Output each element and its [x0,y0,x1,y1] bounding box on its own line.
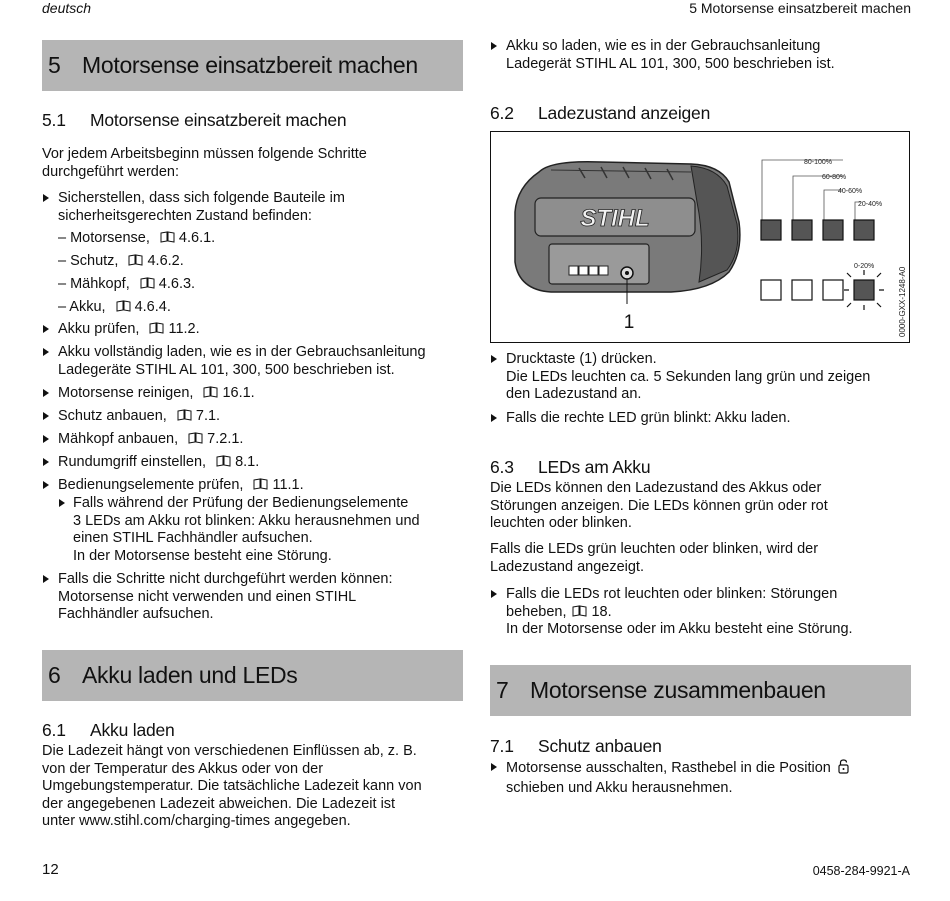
led-blinking [854,280,874,300]
section-6-3-heading [490,457,650,478]
bullet-icon [43,412,49,420]
book-icon [572,605,587,617]
led-lit [854,220,874,240]
charging-time-paragraph [42,743,422,831]
text-line: Falls die LEDs rot leuchten oder blinken: Störungen [506,586,838,602]
header-chapter-title: 5 Motorsense einsatzbereit machen [689,0,911,16]
section-7-1-heading [490,736,662,757]
chapter-number: 6 [48,662,61,688]
text-line: Drucktaste (1) drücken. [506,351,657,367]
header-language: deutsch [42,0,92,16]
section-title: Motorsense einsatzbereit machen [90,110,347,130]
section-number: 5.1 [42,110,66,130]
item-label: Bedienungselemente prüfen, [58,477,244,493]
list-item [58,431,243,449]
list-item: Falls die rechte LED grün blinkt: Akku laden. [506,410,791,426]
text-line: sicherheitsgerechten Zustand befinden: [58,207,312,224]
level-label: 80-100% [804,159,833,166]
item-label: Schutz anbauen, [58,408,167,424]
led-lit [823,220,843,240]
text-line: Falls die LEDs grün leuchten oder blinken, wird der [490,541,819,557]
item-label: – Akku, [58,299,106,315]
list-item [506,38,835,73]
reference-link[interactable]: 7.2.1. [207,431,244,447]
list-item [58,477,304,495]
text-line: schieben und Akku herausnehmen. [506,779,733,796]
text-line: Falls die Schritte nicht durchgeführt werden können: [58,571,393,587]
chapter-5-heading [42,40,463,91]
text-line: In der Motorsense oder im Akku besteht eine Störung. [506,621,853,637]
reference-link[interactable]: 4.6.2. [147,253,184,269]
text-line: Störungen anzeigen. Die LEDs können grün oder rot [490,497,828,514]
section-6-1-heading [42,720,175,741]
text-line: Fachhändler aufsuchen. [58,606,214,622]
text-line: den Ladezustand an. [506,386,642,402]
section-number: 6.1 [42,720,66,740]
book-icon [253,478,268,490]
unlock-icon [838,759,849,780]
bullet-icon [43,325,49,333]
section-number: 7.1 [490,736,514,756]
section-number: 6.2 [490,103,514,123]
text-line: Die Ladezeit hängt von verschiedenen Einflüssen ab, z. B. [42,743,417,759]
bullet-icon [491,42,497,50]
item-label: Mähkopf anbauen, [58,431,179,447]
bullet-icon [491,590,497,598]
list-item [58,344,426,379]
sub-list-item [58,253,184,271]
level-label: 20-40% [858,201,883,208]
list-item [58,571,393,624]
chapter-title: Akku laden und LEDs [82,662,298,688]
item-label: – Schutz, [58,253,119,269]
page-number: 12 [42,861,59,878]
text-line: Ladegeräte STIHL AL 101, 300, 500 beschrieben ist. [58,361,395,378]
reference-link[interactable]: 11.2. [168,321,200,337]
level-label: 0-20% [854,263,875,270]
list-item [58,454,259,472]
book-icon [203,386,218,398]
bullet-icon [43,389,49,397]
reference-link[interactable]: 8.1. [235,454,260,470]
battery-illustration [491,132,908,341]
chapter-title: Motorsense einsatzbereit machen [82,52,418,78]
section-number: 6.3 [490,457,514,477]
text-line: Akku vollständig laden, wie es in der Gebrauchsanleitung [58,344,426,360]
text-line: der angegebenen Ladezeit abweichen. Die Ladezeit ist [42,795,396,812]
text-line: Motorsense nicht verwenden und einen STIHL [58,588,357,605]
text-line: von der Temperatur des Akkus oder von der [42,760,324,777]
led-off [823,280,843,300]
book-icon [177,409,192,421]
document-code: 0458-284-9921-A [812,864,910,878]
reference-link[interactable]: 4.6.3. [158,276,196,292]
led-lit [761,220,781,240]
book-icon [128,254,143,266]
chapter-number: 7 [496,677,509,703]
list-item [58,321,200,339]
sub-list-item [58,276,195,294]
text-line: Falls während der Prüfung der Bedienungselemente [73,495,409,511]
callout-number: 1 [623,312,635,333]
bullet-icon [43,481,49,489]
text-line: einen STIHL Fachhändler aufsuchen. [73,530,313,546]
led-off [761,280,781,300]
text-line: Vor jedem Arbeitsbeginn müssen folgende Schritte [42,146,367,162]
led-off [792,280,812,300]
list-item [58,385,255,403]
item-label: beheben, [506,603,567,620]
bullet-icon [43,348,49,356]
chapter-title: Motorsense zusammenbauen [530,677,826,703]
intro-paragraph [42,146,367,181]
text-line: Sicherstellen, dass sich folgende Bauteile im [58,190,345,206]
bullet-icon [43,194,49,202]
led-paragraph [490,480,828,533]
chapter-number: 5 [48,52,61,78]
sub-list-item [58,299,171,317]
item-label: – Motorsense, [58,230,150,246]
reference-link[interactable]: 4.6.1. [178,230,216,246]
text-line: 3 LEDs am Akku rot blinken: Akku herausnehmen und [73,512,420,529]
bullet-icon [43,458,49,466]
section-title: Schutz anbauen [538,736,662,756]
bullet-icon [59,499,65,507]
brand-logo: STIHL [580,205,650,232]
text-line: Umgebungstemperatur. Die tatsächliche Ladezeit kann von [42,778,422,794]
book-icon [160,231,175,243]
item-label: Akku prüfen, [58,321,140,337]
section-title: Akku laden [90,720,175,740]
section-title: LEDs am Akku [538,457,651,477]
led-paragraph [490,541,818,576]
sub-list-item [58,230,215,248]
battery-figure [490,131,910,343]
section-title: Ladezustand anzeigen [538,103,711,123]
book-icon [188,432,203,444]
list-item [58,190,345,225]
list-item [506,586,853,639]
book-icon [116,300,131,312]
bullet-icon [43,575,49,583]
reference-link[interactable]: 16.1. [222,385,255,401]
text-line: unter www.stihl.com/charging-times angegeben. [42,813,351,829]
level-label: 40-60% [838,188,863,195]
bullet-icon [491,355,497,363]
chapter-6-heading [42,650,463,701]
reference-link[interactable]: 7.1. [195,408,221,424]
list-item [58,408,220,426]
text-line: Ladegerät STIHL AL 101, 300, 500 beschrieben ist. [506,55,835,72]
text-line: Ladezustand angezeigt. [490,558,644,575]
text-line: durchgeführt werden: [42,163,180,180]
item-label: – Mähkopf, [58,276,130,292]
text-line: Die LEDs können den Ladezustand des Akkus oder [490,480,822,496]
bullet-icon [491,414,497,422]
text-line: Akku so laden, wie es in der Gebrauchsanleitung [506,38,821,54]
list-item [506,351,870,404]
book-icon [149,322,164,334]
bullet-icon [43,435,49,443]
item-label: Motorsense reinigen, [58,385,194,401]
level-label: 60-80% [822,174,847,181]
list-item [506,759,849,797]
text-line: In der Motorsense besteht eine Störung. [73,547,332,564]
bullet-icon [491,763,497,771]
text-line: Die LEDs leuchten ca. 5 Sekunden lang grün und zeigen [506,368,871,385]
book-icon [216,455,231,467]
text-line: Motorsense ausschalten, Rasthebel in die Position [506,760,831,776]
book-icon [140,277,155,289]
reference-link[interactable]: 11.1. [272,477,304,493]
section-5-1-heading [42,110,346,131]
figure-code: 0000-GXX-1248-A0 [898,266,907,337]
reference-link[interactable]: 4.6.4. [134,299,171,315]
led-lit [792,220,812,240]
item-label: Rundumgriff einstellen, [58,454,207,470]
reference-link[interactable]: 18. [591,603,612,620]
section-6-2-heading [490,103,710,124]
nested-list-item [73,495,420,565]
text-line: leuchten oder blinken. [490,515,632,531]
chapter-7-heading [490,665,911,716]
